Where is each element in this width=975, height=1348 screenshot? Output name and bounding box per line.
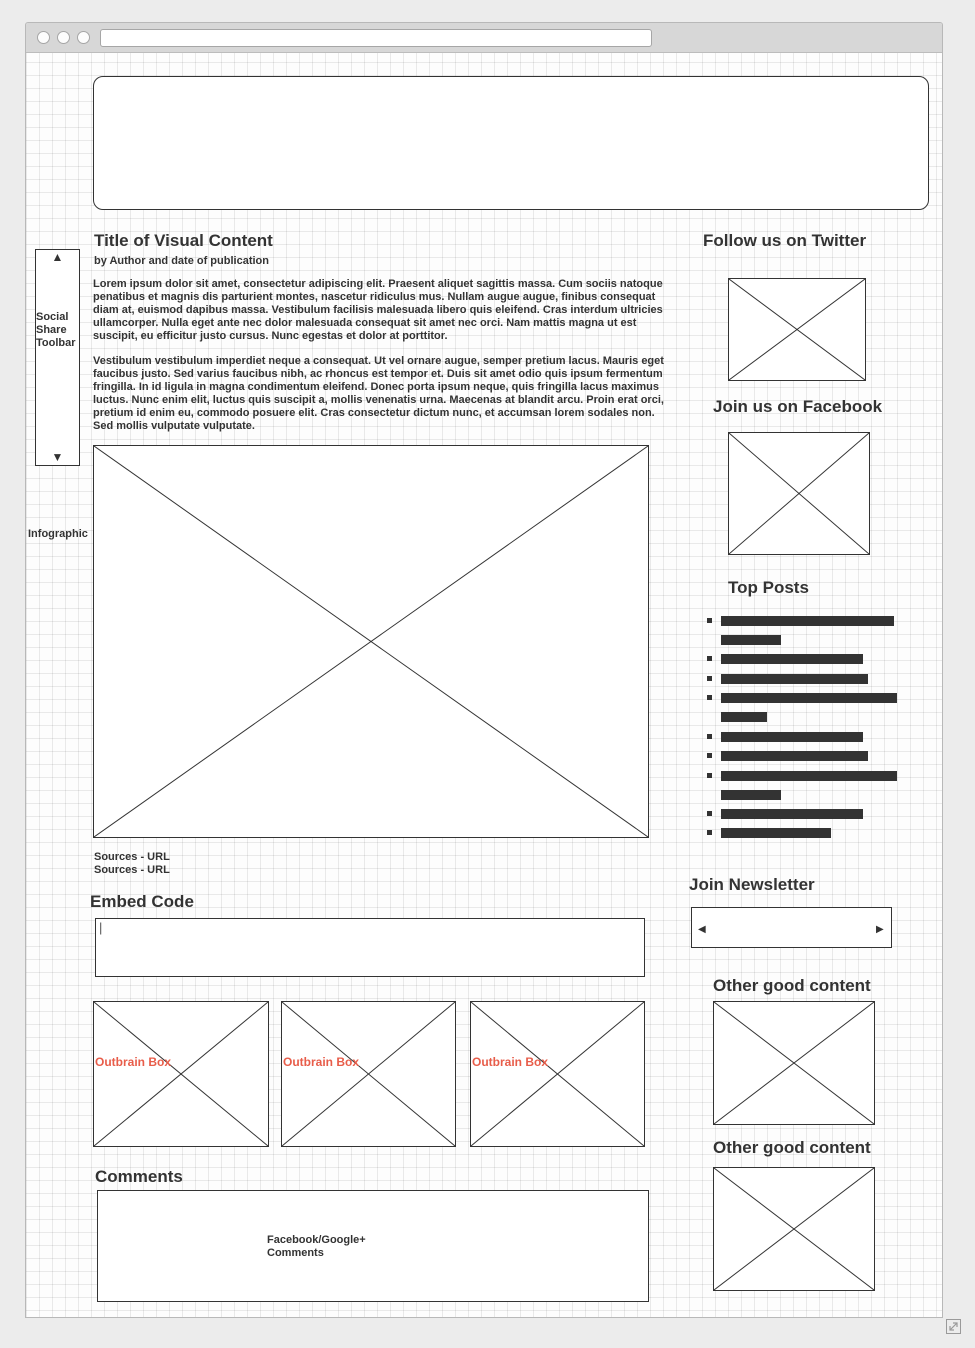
top-post-link[interactable] xyxy=(721,751,868,761)
outbrain-box-2[interactable] xyxy=(281,1001,456,1147)
list-bullet xyxy=(707,656,712,661)
top-post-link[interactable] xyxy=(721,635,781,645)
toolbar-down-arrow-icon[interactable]: ▼ xyxy=(51,450,64,464)
newsletter-next-arrow-icon[interactable]: ▶ xyxy=(876,924,884,935)
comments-heading: Comments xyxy=(95,1167,183,1186)
outbrain-box-1[interactable] xyxy=(93,1001,269,1147)
list-bullet xyxy=(707,811,712,816)
list-bullet xyxy=(707,753,712,758)
image-placeholder-icon xyxy=(94,446,648,837)
list-bullet xyxy=(707,734,712,739)
toolbar-label: Social Share Toolbar xyxy=(36,311,76,349)
top-post-link[interactable] xyxy=(721,828,831,838)
address-bar[interactable] xyxy=(100,29,652,47)
list-bullet xyxy=(707,830,712,835)
newsletter-input[interactable] xyxy=(691,907,892,948)
window-minimize-dot[interactable] xyxy=(57,31,70,44)
other-content-heading-2: Other good content xyxy=(713,1138,871,1157)
outbrain-box-label: Outbrain Box xyxy=(283,1055,360,1069)
list-bullet xyxy=(707,618,712,623)
top-post-link[interactable] xyxy=(721,654,863,664)
other-content-box-1[interactable] xyxy=(713,1001,875,1125)
comments-placeholder-line-1: Facebook/Google+ xyxy=(267,1234,366,1246)
list-bullet xyxy=(707,773,712,778)
comments-box[interactable] xyxy=(97,1190,649,1302)
article-title: Title of Visual Content xyxy=(94,231,273,250)
facebook-heading: Join us on Facebook xyxy=(713,397,883,416)
article-byline: by Author and date of publication xyxy=(94,255,269,267)
facebook-widget[interactable] xyxy=(728,432,870,555)
source-link-1[interactable]: Sources - URL xyxy=(94,851,170,863)
list-bullet xyxy=(707,676,712,681)
article-paragraph-2: Vestibulum vestibulum imperdiet neque a consequat. Ut vel ornare augue, semper pretium lacus. Mauris eget faucibus justo. Sed varius faucibus nibh, ac rhoncus est tempor et. Duis sit amet odio quis ipsum fermentum fringilla. In id ligula in magna condimentum eleifend. Donec porta ipsum neque, quis fringilla lacus maximus luctus. Nunc enim elit, luctus quis suscipit a, mollis venenatis urna. Maecenas at blandit arcu. Proin erat orci, pretium id enim eu, commodo posuere elit. Cras consectetur dictum nunc, et accumsan lorem sodales non. Sed mollis vulputate vulputate. xyxy=(93,355,664,432)
comments-placeholder-line-2: Comments xyxy=(267,1247,324,1259)
infographic-image xyxy=(93,445,649,838)
infographic-label: Infographic xyxy=(28,528,88,540)
list-bullet xyxy=(707,695,712,700)
other-content-box-2[interactable] xyxy=(713,1167,875,1291)
top-posts-heading: Top Posts xyxy=(728,578,809,597)
newsletter-prev-arrow-icon[interactable]: ◀ xyxy=(698,924,706,935)
image-placeholder-icon xyxy=(714,1168,874,1290)
image-placeholder-icon xyxy=(729,433,869,554)
top-post-link[interactable] xyxy=(721,790,781,800)
toolbar-up-arrow-icon[interactable]: ▲ xyxy=(51,250,64,264)
source-link-2[interactable]: Sources - URL xyxy=(94,864,170,876)
embed-code-field[interactable] xyxy=(95,918,645,977)
top-post-link[interactable] xyxy=(721,809,863,819)
outbrain-box-label: Outbrain Box xyxy=(95,1055,172,1069)
window-maximize-dot[interactable] xyxy=(77,31,90,44)
top-post-link[interactable] xyxy=(721,732,863,742)
image-placeholder-icon xyxy=(94,1002,268,1146)
top-post-link[interactable] xyxy=(721,693,897,703)
browser-titlebar xyxy=(26,23,942,53)
top-post-link[interactable] xyxy=(721,771,897,781)
other-content-heading-1: Other good content xyxy=(713,976,871,995)
twitter-widget[interactable] xyxy=(728,278,866,381)
twitter-heading: Follow us on Twitter xyxy=(703,231,867,250)
embed-code-cursor: | xyxy=(99,920,103,935)
top-post-link[interactable] xyxy=(721,616,894,626)
window-close-dot[interactable] xyxy=(37,31,50,44)
top-post-link[interactable] xyxy=(721,674,868,684)
outbrain-box-label: Outbrain Box xyxy=(472,1055,549,1069)
image-placeholder-icon xyxy=(729,279,865,380)
top-post-link[interactable] xyxy=(721,712,767,722)
article-paragraph-1: Lorem ipsum dolor sit amet, consectetur adipiscing elit. Praesent aliquet sagittis massa. Cum sociis natoque penatibus et magnis dis parturient montes, nascetur ridiculus mus. Nullam augue augue, finibus consequat diam at, euismod dapibus massa. Vestibulum facilisis malesuada libero quis eleifend. Cras interdum ultricies ullamcorper. Nulla eget ante nec dolor malesuada consequat sit amet nec orci. Nam mattis magna ut est suscipit, eu efficitur justo cursus. Nunc egestas et dolor at porttitor. xyxy=(93,278,663,342)
image-placeholder-icon xyxy=(471,1002,644,1146)
outbrain-box-3[interactable] xyxy=(470,1001,645,1147)
social-share-toolbar[interactable] xyxy=(35,249,80,466)
newsletter-heading: Join Newsletter xyxy=(689,875,815,894)
image-placeholder-icon xyxy=(714,1002,874,1124)
image-placeholder-icon xyxy=(282,1002,455,1146)
resize-icon[interactable] xyxy=(946,1319,961,1334)
embed-code-heading: Embed Code xyxy=(90,892,194,911)
header-banner xyxy=(93,76,929,210)
